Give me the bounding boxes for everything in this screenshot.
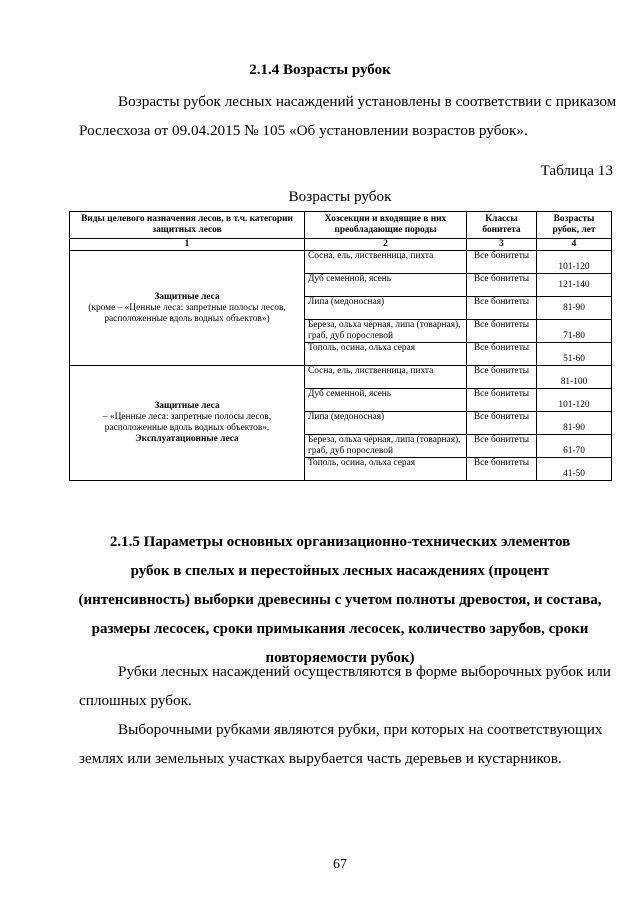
age-cell: 101-120 — [537, 389, 612, 412]
species-cell: Сосна, ель, лиственница, пихта — [305, 251, 467, 274]
page-number: 67 — [333, 857, 347, 872]
bonitet-cell: Все бонитеты — [467, 297, 537, 320]
species-cell: Дуб семенной, ясень — [305, 274, 467, 297]
table-title: Возрасты рубок — [288, 188, 392, 205]
table-row — [70, 251, 612, 274]
section-214-heading: 2.1.4 Возрасты рубок — [249, 62, 391, 78]
category-title-2: Эксплуатационные леса — [135, 434, 239, 444]
bonitet-cell: Все бонитеты — [467, 458, 537, 481]
age-cell: 81-90 — [537, 297, 612, 320]
section-215-heading-line: рубок в спелых и перестойных лесных насаждениях (процент — [130, 563, 550, 579]
species-cell: Тополь, осина, ольха серая — [305, 458, 467, 481]
header-cutting-age: Возрасты рубок, лет — [537, 212, 612, 239]
section-215-heading-line: повторяемости рубок) — [265, 650, 415, 666]
section-215-para1-line2: сплошных рубок. — [79, 692, 192, 709]
species-cell: Сосна, ель, лиственница, пихта — [305, 366, 467, 389]
section-215-para2-line2: землях или земельных участках вырубается часть деревьев и кустарников. — [79, 750, 562, 767]
age-cell: 61-70 — [537, 435, 612, 458]
bonitet-cell: Все бонитеты — [467, 320, 537, 343]
category-cell — [70, 251, 305, 366]
bonitet-cell: Все бонитеты — [467, 366, 537, 389]
section-215-heading-line: размеры лесосек, сроки примыкания лесосек, количество зарубов, сроки — [91, 621, 589, 637]
bonitet-cell: Все бонитеты — [467, 435, 537, 458]
col-number: 1 — [70, 239, 305, 251]
species-cell: Липа (медоносная) — [305, 412, 467, 435]
section-214-paragraph-line1: Возрасты рубок лесных насаждений установлены в соответствии с приказом — [118, 93, 617, 110]
header-forest-purpose: Виды целевого назначения лесов, в т.ч. категории защитных лесов — [70, 212, 305, 239]
age-cell: 51-60 — [537, 343, 612, 366]
age-cell: 71-80 — [537, 320, 612, 343]
species-cell: Береза, ольха чёрная, липа (товарная), граб, дуб порослевой — [305, 320, 467, 343]
species-cell: Липа (медоносная) — [305, 297, 467, 320]
section-215-heading-line: (интенсивность) выборки древесины с учетом полноты древостоя, и состава, — [78, 592, 602, 608]
category-cell — [70, 366, 305, 481]
header-bonitet: Классы бонитета — [467, 212, 537, 239]
col-number: 3 — [467, 239, 537, 251]
col-number: 2 — [305, 239, 467, 251]
table-label: Таблица 13 — [540, 162, 613, 179]
bonitet-cell: Все бонитеты — [467, 274, 537, 297]
header-species: Хозсекции и входящие в них преобладающие породы — [305, 212, 467, 239]
species-cell: Тополь, осина, ольха серая — [305, 343, 467, 366]
col-number: 4 — [537, 239, 612, 251]
age-cell: 81-100 — [537, 366, 612, 389]
category-text: (кроме – «Ценные леса: запретные полосы лесов, расположенные вдоль водных объектов») — [88, 302, 286, 324]
section-215-heading-line: 2.1.5 Параметры основных организационно-технических элементов — [109, 534, 571, 550]
section-215-para1-line1: Рубки лесных насаждений осуществляются в форме выборочных рубок или — [118, 663, 611, 680]
age-cell: 41-50 — [537, 458, 612, 481]
section-215-para2-line1: Выборочными рубками являются рубки, при которых на соответствующих — [118, 721, 603, 738]
section-215-heading — [0, 528, 640, 673]
age-cell: 121-140 — [537, 274, 612, 297]
bonitet-cell: Все бонитеты — [467, 343, 537, 366]
category-title: Защитные леса — [154, 401, 220, 411]
cutting-age-table — [69, 211, 612, 481]
bonitet-cell: Все бонитеты — [467, 251, 537, 274]
section-214-paragraph-line2: Рослесхоза от 09.04.2015 № 105 «Об установлении возрастов рубок». — [79, 122, 528, 139]
age-cell: 81-90 — [537, 412, 612, 435]
species-cell: Дуб семенной, ясень — [305, 389, 467, 412]
category-text: – «Ценные леса: запретные полосы лесов, расположенные вдоль водных объектов». — [102, 412, 272, 433]
species-cell: Береза, ольха чёрная, липа (товарная), граб, дуб порослевой — [305, 435, 467, 458]
age-cell: 101-120 — [537, 251, 612, 274]
category-title: Защитные леса — [154, 291, 220, 302]
bonitet-cell: Все бонитеты — [467, 389, 537, 412]
table-row — [70, 366, 612, 389]
bonitet-cell: Все бонитеты — [467, 412, 537, 435]
